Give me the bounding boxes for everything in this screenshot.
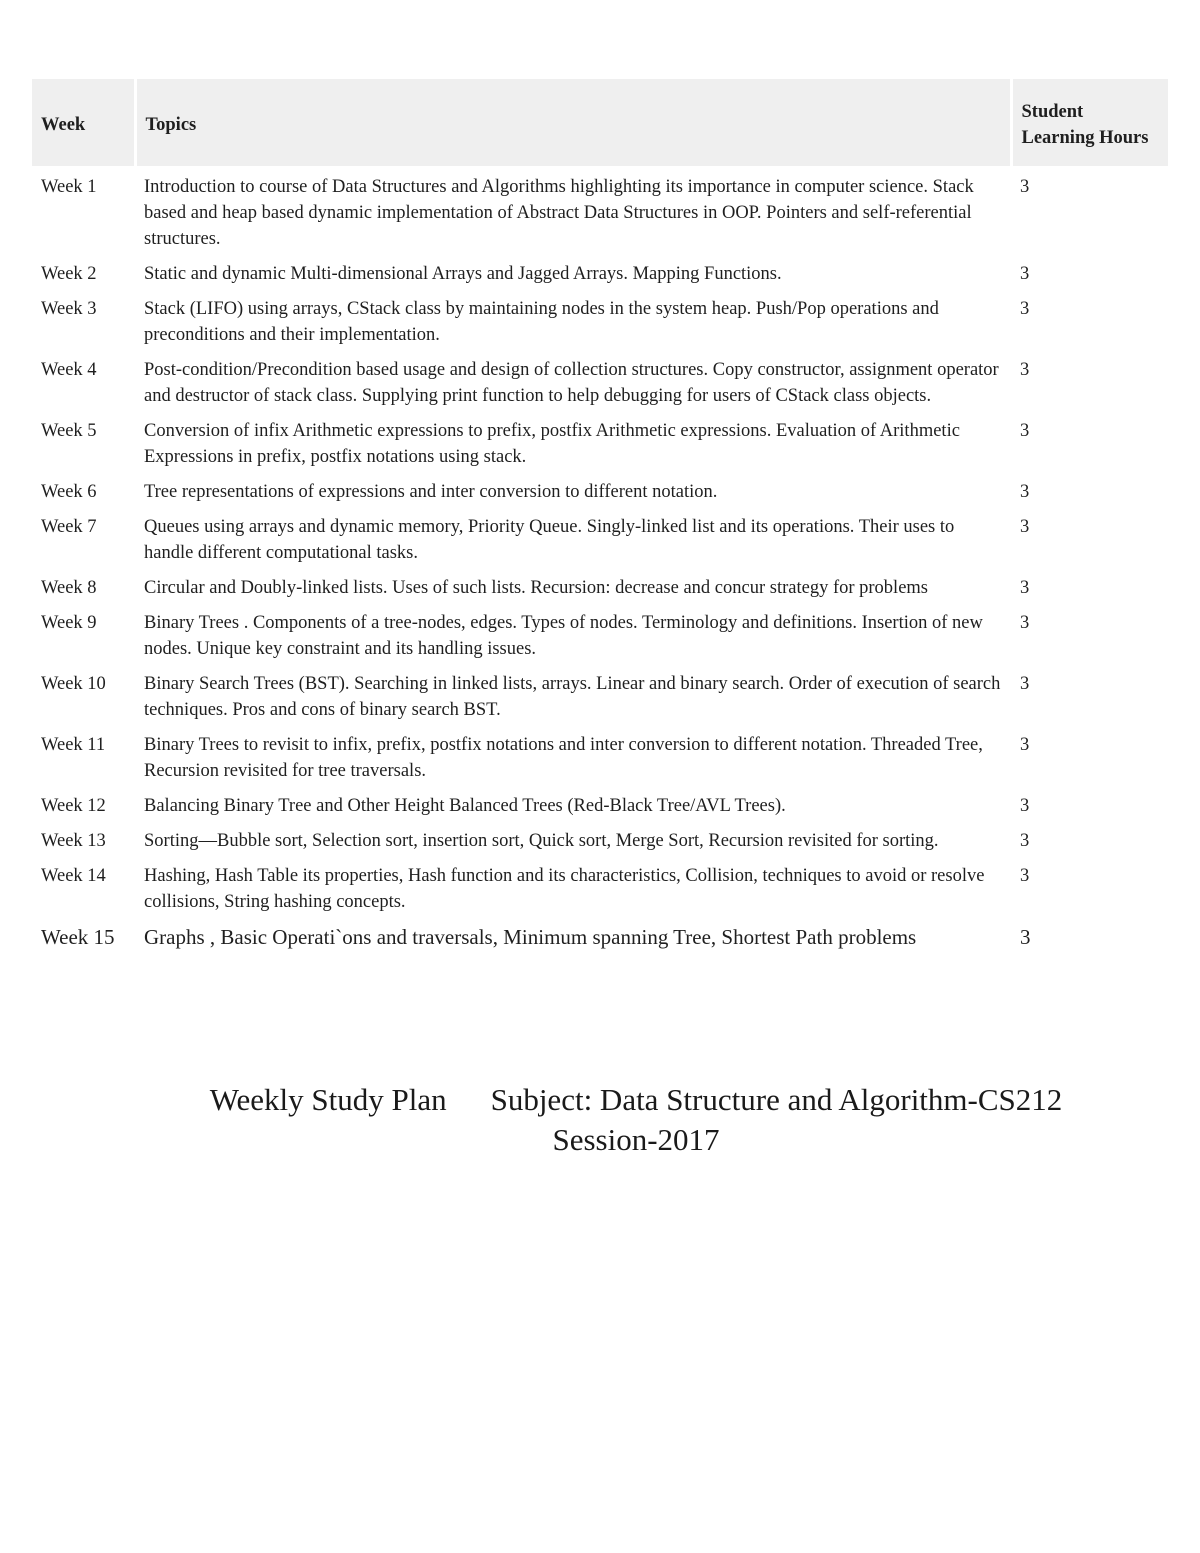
- caption-session: Session-2017: [552, 1122, 720, 1157]
- caption-plan: Weekly Study Plan: [209, 1082, 447, 1117]
- caption-subject: Subject: Data Structure and Algorithm-CS212: [490, 1082, 1063, 1117]
- week-cell: Week 4: [41, 360, 97, 380]
- table-body: [32, 166, 1168, 952]
- hours-cell: 3: [1020, 735, 1030, 755]
- table-row: [32, 603, 1168, 664]
- table-row: [32, 664, 1168, 725]
- hours-cell: 3: [1020, 482, 1030, 502]
- hours-cell: 3: [1020, 299, 1030, 319]
- header-row: [32, 79, 1168, 166]
- table-row: [32, 289, 1168, 350]
- topic-cell: Introduction to course of Data Structures and Algorithms highlighting its importance in computer science. Stack based and heap based dynamic implementation of Abstract Data Structures in OOP. Pointers and self-referential structures.: [144, 177, 974, 249]
- week-cell: Week 8: [41, 578, 97, 598]
- hours-cell: 3: [1020, 796, 1030, 816]
- table-row: [32, 856, 1168, 917]
- table-row: [32, 472, 1168, 507]
- week-cell: Week 13: [41, 831, 106, 851]
- table-row: [32, 411, 1168, 472]
- topic-cell: Graphs , Basic Operati`ons and traversals, Minimum spanning Tree, Shortest Path problems: [144, 925, 917, 949]
- topic-cell: Circular and Doubly-linked lists. Uses of such lists. Recursion: decrease and concur strategy for problems: [144, 578, 929, 598]
- topic-cell: Static and dynamic Multi-dimensional Arrays and Jagged Arrays. Mapping Functions.: [144, 264, 782, 284]
- header-hours: Student Learning Hours: [1011, 79, 1168, 166]
- hours-cell: 3: [1020, 421, 1030, 441]
- week-cell: Week 2: [41, 264, 97, 284]
- header-topics: Topics: [135, 79, 1011, 166]
- hours-cell: 3: [1020, 925, 1031, 949]
- topic-cell: Sorting—Bubble sort, Selection sort, insertion sort, Quick sort, Merge Sort, Recursion revisited for sorting.: [144, 831, 939, 851]
- week-cell: Week 9: [41, 613, 97, 633]
- table-row: [32, 350, 1168, 411]
- hours-cell: 3: [1020, 517, 1030, 537]
- weekly-plan-table: [32, 79, 1168, 952]
- table-row: [32, 786, 1168, 821]
- caption-title-line: [32, 1080, 1200, 1120]
- hours-cell: 3: [1020, 831, 1030, 851]
- table-row: [32, 254, 1168, 289]
- hours-cell: 3: [1020, 360, 1030, 380]
- week-cell: Week 12: [41, 796, 106, 816]
- table-row: [32, 507, 1168, 568]
- topic-cell: Tree representations of expressions and inter conversion to different notation.: [144, 482, 718, 502]
- topic-cell: Post-condition/Precondition based usage and design of collection structures. Copy constructor, assignment operator and destructor of stack class. Supplying print function to help debugging for users of CStack class objects.: [144, 360, 999, 406]
- table-row: [32, 725, 1168, 786]
- table-header: [32, 79, 1168, 166]
- week-cell: Week 14: [41, 866, 106, 886]
- table-row: [32, 166, 1168, 254]
- topic-cell: Queues using arrays and dynamic memory, Priority Queue. Singly-linked list and its operations. Their uses to handle different computational tasks.: [144, 517, 955, 563]
- hours-cell: 3: [1020, 264, 1030, 284]
- week-cell: Week 1: [41, 177, 97, 197]
- hours-cell: 3: [1020, 866, 1030, 886]
- week-cell: Week 7: [41, 517, 97, 537]
- hours-cell: 3: [1020, 578, 1030, 598]
- hours-cell: 3: [1020, 177, 1030, 197]
- week-cell: Week 10: [41, 674, 106, 694]
- topic-cell: Binary Search Trees (BST). Searching in linked lists, arrays. Linear and binary search. Order of execution of search techniques. Pros and cons of binary search BST.: [144, 674, 1001, 720]
- week-cell: Week 3: [41, 299, 97, 319]
- topic-cell: Hashing, Hash Table its properties, Hash function and its characteristics, Collision, techniques to avoid or resolve collisions, String hashing concepts.: [144, 866, 985, 912]
- hours-cell: 3: [1020, 613, 1030, 633]
- week-cell: Week 6: [41, 482, 97, 502]
- header-week: Week: [32, 79, 135, 166]
- topic-cell: Conversion of infix Arithmetic expressions to prefix, postfix Arithmetic expressions. Evaluation of Arithmetic Expressions in prefix, postfix notations using stack.: [144, 421, 960, 467]
- table-row: [32, 568, 1168, 603]
- topic-cell: Binary Trees . Components of a tree-nodes, edges. Types of nodes. Terminology and definitions. Insertion of new nodes. Unique key constraint and its handling issues.: [144, 613, 983, 659]
- week-cell: Week 5: [41, 421, 97, 441]
- week-cell: Week 11: [41, 735, 106, 755]
- topic-cell: Binary Trees to revisit to infix, prefix, postfix notations and inter conversion to different notation. Threaded Tree, Recursion revisited for tree traversals.: [144, 735, 983, 781]
- topic-cell: Balancing Binary Tree and Other Height Balanced Trees (Red-Black Tree/AVL Trees).: [144, 796, 786, 816]
- week-cell: Week 15: [41, 925, 115, 949]
- table-row: [32, 821, 1168, 856]
- topic-cell: Stack (LIFO) using arrays, CStack class by maintaining nodes in the system heap. Push/Pop operations and preconditions and their implementation.: [144, 299, 939, 345]
- table-row: [32, 917, 1168, 952]
- hours-cell: 3: [1020, 674, 1030, 694]
